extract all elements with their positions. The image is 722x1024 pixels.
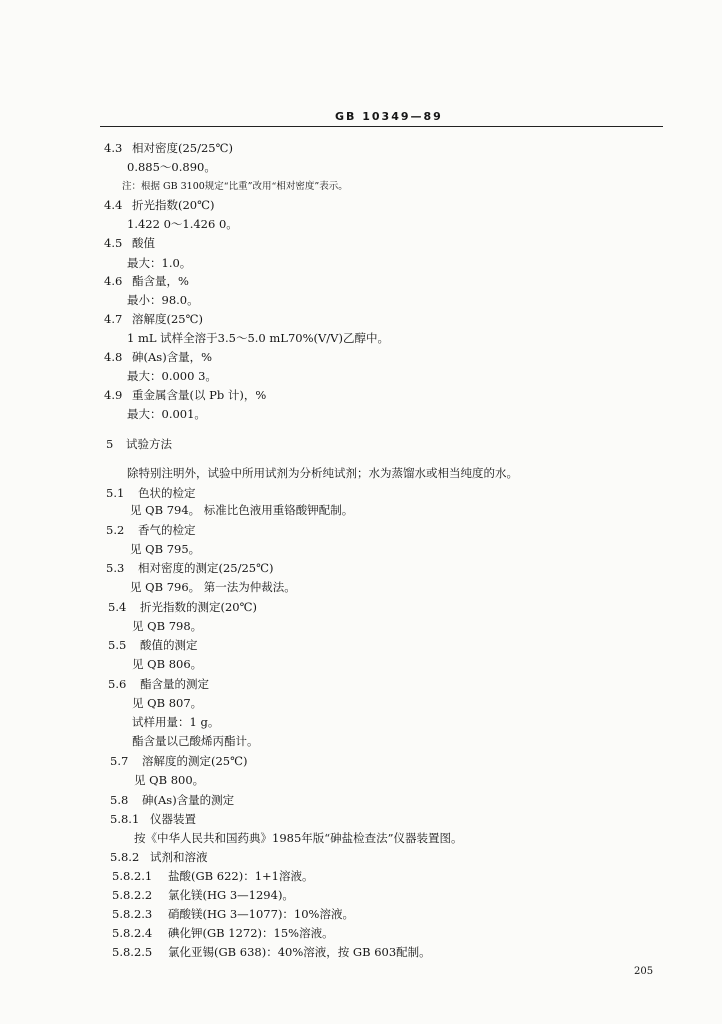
clause-5-6: 5.6 酯含量的测定 <box>108 677 209 691</box>
clause-5-8-2: 5.8.2 试剂和溶液 <box>110 850 208 864</box>
clause-5-6-sample: 试样用量：1 g。 <box>132 715 220 729</box>
clause-5-8-2-4: 5.8.2.4 碘化钾(GB 1272)：15%溶液。 <box>112 926 334 940</box>
clause-4-6: 4.6 酯含量，% <box>104 274 189 288</box>
clause-5-4: 5.4 折光指数的测定(20℃) <box>108 600 257 614</box>
clause-5-8-1-body: 按《中华人民共和国药典》1985年版“砷盐检查法”仪器装置图。 <box>134 831 463 845</box>
clause-5-6-body: 见 QB 807。 <box>132 696 203 710</box>
clause-5-8: 5.8 砷(As)含量的测定 <box>110 793 235 807</box>
clause-5-8-2-5: 5.8.2.5 氯化亚锡(GB 638)：40%溶液，按 GB 603配制。 <box>112 945 431 959</box>
section-5-intro: 除特别注明外，试验中所用试剂为分析纯试剂；水为蒸馏水或相当纯度的水。 <box>127 466 518 480</box>
clause-4-4: 4.4 折光指数(20℃) <box>104 198 215 212</box>
header-rule <box>100 126 663 127</box>
clause-5-6-basis: 酯含量以己酸烯丙酯计。 <box>132 734 259 748</box>
clause-5-4-body: 见 QB 798。 <box>132 619 203 633</box>
clause-4-3-note: 注：根据 GB 3100规定“比重”改用“相对密度”表示。 <box>122 181 348 192</box>
clause-5-5: 5.5 酸值的测定 <box>108 638 198 652</box>
clause-5-2-body: 见 QB 795。 <box>130 542 201 556</box>
clause-5-1: 5.1 色状的检定 <box>106 486 196 500</box>
clause-5-3-body: 见 QB 796。 第一法为仲裁法。 <box>130 580 296 594</box>
clause-4-7-value: 1 mL 试样全溶于3.5～5.0 mL70%(V/V)乙醇中。 <box>127 331 389 345</box>
standard-code-header: GB 10349—89 <box>335 110 443 123</box>
clause-5-3: 5.3 相对密度的测定(25/25℃) <box>106 561 274 575</box>
page-number: 205 <box>634 966 654 977</box>
clause-5-7-body: 见 QB 800。 <box>134 773 205 787</box>
clause-4-4-value: 1.422 0～1.426 0。 <box>127 217 238 231</box>
clause-5-8-2-1: 5.8.2.1 盐酸(GB 622)：1+1溶液。 <box>112 869 314 883</box>
clause-5-1-body: 见 QB 794。 标准比色液用重铬酸钾配制。 <box>130 503 354 517</box>
clause-4-7: 4.7 溶解度(25℃) <box>104 312 203 326</box>
clause-5-8-1: 5.8.1 仪器装置 <box>110 812 196 826</box>
clause-4-9: 4.9 重金属含量(以 Pb 计)，% <box>104 388 267 402</box>
clause-4-5: 4.5 酸值 <box>104 236 155 250</box>
clause-5-5-body: 见 QB 806。 <box>132 657 203 671</box>
clause-4-8: 4.8 砷(As)含量，% <box>104 350 213 364</box>
clause-4-9-value: 最大：0.001。 <box>127 407 206 421</box>
clause-4-3-value: 0.885～0.890。 <box>127 160 216 174</box>
section-5-heading: 5 试验方法 <box>106 437 172 451</box>
clause-4-3: 4.3 相对密度(25/25℃) <box>104 141 233 155</box>
clause-4-6-value: 最小：98.0。 <box>127 293 199 307</box>
clause-4-5-value: 最大：1.0。 <box>127 256 192 270</box>
clause-5-7: 5.7 溶解度的测定(25℃) <box>110 754 248 768</box>
clause-5-8-2-2: 5.8.2.2 氯化镁(HG 3—1294)。 <box>112 888 294 902</box>
clause-5-8-2-3: 5.8.2.3 硝酸镁(HG 3—1077)：10%溶液。 <box>112 907 354 921</box>
clause-4-8-value: 最大：0.000 3。 <box>127 369 217 383</box>
clause-5-2: 5.2 香气的检定 <box>106 523 196 537</box>
